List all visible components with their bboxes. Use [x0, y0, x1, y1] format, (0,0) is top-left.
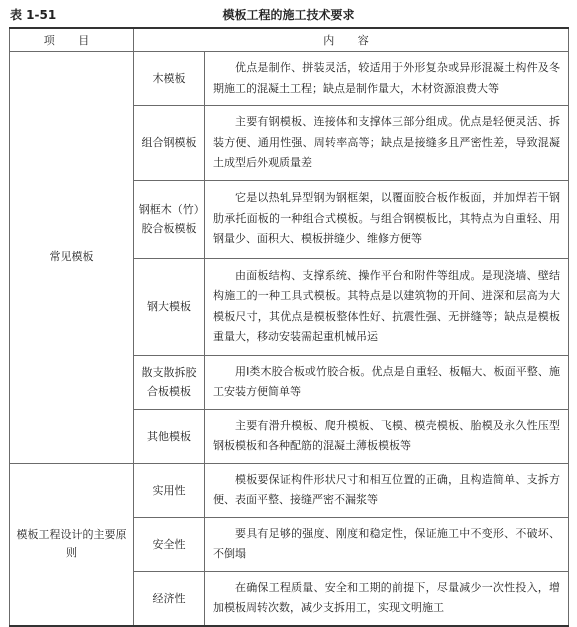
- header-content: 内 容: [134, 28, 569, 52]
- formwork-table: [9, 27, 569, 627]
- table-caption: [10, 6, 567, 24]
- table-number: 表 1-51: [10, 8, 57, 22]
- description-cell: 它是以热轧异型钢为钢框架，以覆面胶合板作板面，并加焊若干钢肋承托面板的一种组合式模板。与组合钢模板比，其特点为自重轻、用钢量少、面积大、模板拼缝少、维修方便等: [205, 180, 569, 258]
- table-header-row: [10, 28, 569, 52]
- category-cell: 常见模板: [10, 52, 134, 464]
- category-cell: 模板工程设计的主要原则: [10, 463, 134, 626]
- description-cell: 要具有足够的强度、刚度和稳定性，保证施工中不变形、不破坏、不倒塌: [205, 517, 569, 571]
- subitem-cell: 散支散拆胶合板模板: [134, 355, 205, 409]
- subitem-cell: 钢大模板: [134, 258, 205, 355]
- description-cell: 在确保工程质量、安全和工期的前提下，尽量减少一次性投入，增加模板周转次数，减少支拆用工，实现文明施工: [205, 571, 569, 626]
- subitem-cell: 钢框木（竹）胶合板模板: [134, 180, 205, 258]
- table-title: 模板工程的施工技术要求: [222, 8, 355, 22]
- table-row: [10, 52, 569, 106]
- subitem-cell: 经济性: [134, 571, 205, 626]
- subitem-cell: 其他模板: [134, 409, 205, 463]
- description-cell: 主要有滑升模板、爬升模板、飞模、模壳模板、胎模及永久性压型钢板模板和各种配筋的混凝土薄板模板等: [205, 409, 569, 463]
- header-item: 项 目: [10, 28, 134, 52]
- subitem-cell: 木模板: [134, 52, 205, 106]
- subitem-cell: 实用性: [134, 463, 205, 517]
- table-row: [10, 463, 569, 517]
- description-cell: 模板要保证构件形状尺寸和相互位置的正确，且构造简单、支拆方便、表面平整、接缝严密不漏浆等: [205, 463, 569, 517]
- description-cell: 用Ⅰ类木胶合板或竹胶合板。优点是自重轻、板幅大、板面平整、施工安装方便简单等: [205, 355, 569, 409]
- subitem-cell: 组合钢模板: [134, 106, 205, 181]
- subitem-cell: 安全性: [134, 517, 205, 571]
- description-cell: 主要有钢模板、连接体和支撑体三部分组成。优点是轻便灵活、拆装方便、通用性强、周转率高等；缺点是接缝多且严密性差，导致混凝土成型后外观质量差: [205, 106, 569, 181]
- description-cell: 优点是制作、拼装灵活，较适用于外形复杂或异形混凝土构件及冬期施工的混凝土工程；缺点是制作量大，木材资源浪费大等: [205, 52, 569, 106]
- description-cell: 由面板结构、支撑系统、操作平台和附件等组成。是现浇墙、壁结构施工的一种工具式模板。其特点是以建筑物的开间、进深和层高为大模板尺寸，其优点是模板整体性好、抗震性强、无拼缝等；缺点是模板重量大，移动安装需起重机械吊运: [205, 258, 569, 355]
